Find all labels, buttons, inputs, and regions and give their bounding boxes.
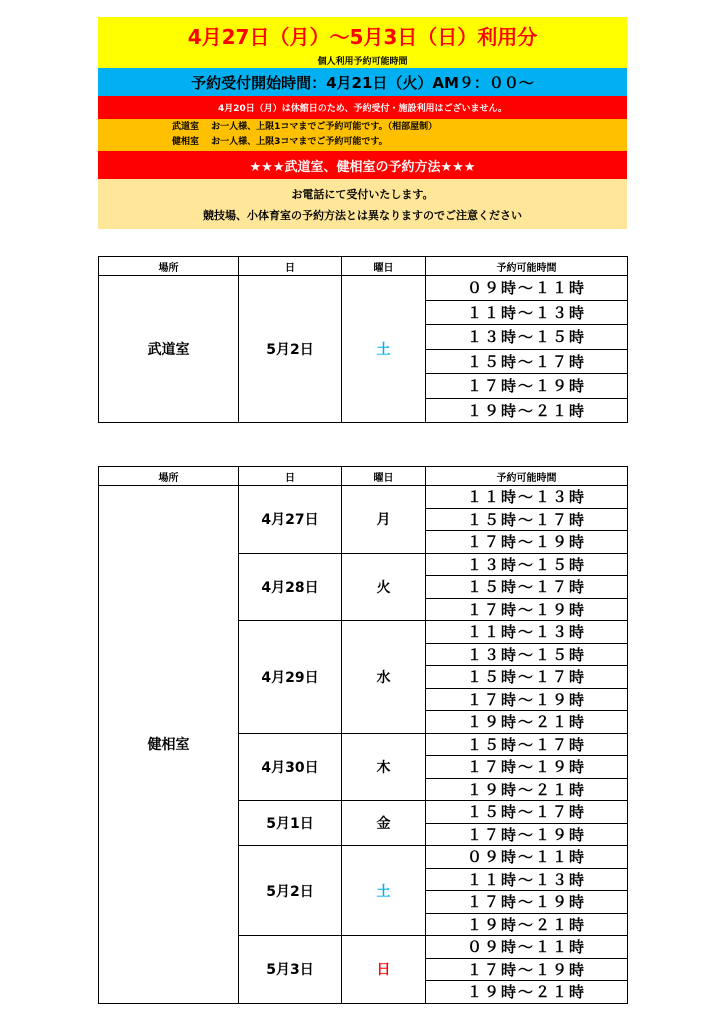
reservation-rules [98, 119, 627, 151]
schedule-table-kenso [98, 466, 628, 1004]
column-header-weekday: 曜日 [342, 257, 426, 276]
column-header-weekday: 曜日 [342, 467, 426, 486]
date-cell: 4月30日 [239, 733, 342, 801]
date-cell: 5月2日 [239, 276, 342, 423]
weekday-cell: 木 [342, 733, 426, 801]
time-slot-cell: １９時～２１時 [426, 913, 628, 936]
column-header-time: 予約可能時間 [426, 257, 628, 276]
time-slot-cell: １３時～１５時 [426, 643, 628, 666]
table-row [99, 486, 628, 509]
time-slot-cell: １１時～１３時 [426, 300, 628, 325]
time-slot-cell: １１時～１３時 [426, 621, 628, 644]
time-slot-cell: １７時～１９時 [426, 958, 628, 981]
column-header-place: 場所 [99, 257, 239, 276]
time-slot-cell: １５時～１７時 [426, 349, 628, 374]
table-row [99, 276, 628, 301]
time-slot-cell: １７時～１９時 [426, 531, 628, 554]
method-heading: ★★★武道室、健相室の予約方法★★★ [98, 151, 627, 179]
time-slot-cell: １７時～１９時 [426, 756, 628, 779]
time-slot-cell: ０９時～１１時 [426, 846, 628, 869]
closed-day-notice: 4月20日（月）は休館日のため、予約受付・施設利用はございません。 [98, 96, 627, 119]
weekday-cell: 金 [342, 801, 426, 846]
column-header-time: 予約可能時間 [426, 467, 628, 486]
time-slot-cell: １５時～１７時 [426, 801, 628, 824]
page-subtitle: 個人利用予約可能時間 [98, 53, 627, 68]
time-slot-cell: １５時～１７時 [426, 576, 628, 599]
table-header-row [99, 257, 628, 276]
column-header-place: 場所 [99, 467, 239, 486]
weekday-cell: 月 [342, 486, 426, 554]
place-cell: 健相室 [99, 486, 239, 1004]
date-cell: 4月28日 [239, 553, 342, 621]
time-slot-cell: １７時～１９時 [426, 374, 628, 399]
column-header-date: 日 [239, 257, 342, 276]
table-header-row [99, 467, 628, 486]
date-cell: 4月29日 [239, 621, 342, 734]
time-slot-cell: １７時～１９時 [426, 891, 628, 914]
time-slot-cell: １７時～１９時 [426, 823, 628, 846]
place-cell: 武道室 [99, 276, 239, 423]
time-slot-cell: １１時～１３時 [426, 868, 628, 891]
note-different-method: 競技場、小体育室の予約方法とは異なりますのでご注意ください [203, 208, 522, 222]
weekday-cell: 日 [342, 936, 426, 1004]
time-slot-cell: １９時～２１時 [426, 711, 628, 734]
time-slot-cell: １７時～１９時 [426, 598, 628, 621]
weekday-cell: 水 [342, 621, 426, 734]
time-slot-cell: １９時～２１時 [426, 778, 628, 801]
weekday-cell: 土 [342, 846, 426, 936]
time-slot-cell: １３時～１５時 [426, 553, 628, 576]
schedule-table-budo [98, 256, 628, 423]
time-slot-cell: １５時～１７時 [426, 508, 628, 531]
reservation-start-time: 予約受付開始時間：4月21日（火）AM９：００～ [98, 68, 627, 96]
page-title: 4月27日（月）～5月3日（日）利用分 [98, 17, 627, 53]
weekday-cell: 土 [342, 276, 426, 423]
time-slot-cell: １３時～１５時 [426, 325, 628, 350]
time-slot-cell: １９時～２１時 [426, 398, 628, 423]
time-slot-cell: １１時～１３時 [426, 486, 628, 509]
time-slot-cell: １９時～２１時 [426, 981, 628, 1004]
rule-budo: 武道室 お一人様、上限1コマまでご予約可能です。（相部屋制） [172, 122, 438, 132]
rule-kenso: 健相室 お一人様、上限3コマまでご予約可能です。 [172, 137, 388, 147]
column-header-date: 日 [239, 467, 342, 486]
time-slot-cell: １７時～１９時 [426, 688, 628, 711]
time-slot-cell: １５時～１７時 [426, 666, 628, 689]
time-slot-cell: １５時～１７時 [426, 733, 628, 756]
time-slot-cell: ０９時～１１時 [426, 276, 628, 301]
date-cell: 5月2日 [239, 846, 342, 936]
weekday-cell: 火 [342, 553, 426, 621]
time-slot-cell: ０９時～１１時 [426, 936, 628, 959]
date-cell: 5月1日 [239, 801, 342, 846]
date-cell: 4月27日 [239, 486, 342, 554]
date-cell: 5月3日 [239, 936, 342, 1004]
note-phone: お電話にて受付いたします。 [291, 187, 434, 201]
method-notes [98, 179, 627, 229]
notice-banner [98, 17, 627, 229]
